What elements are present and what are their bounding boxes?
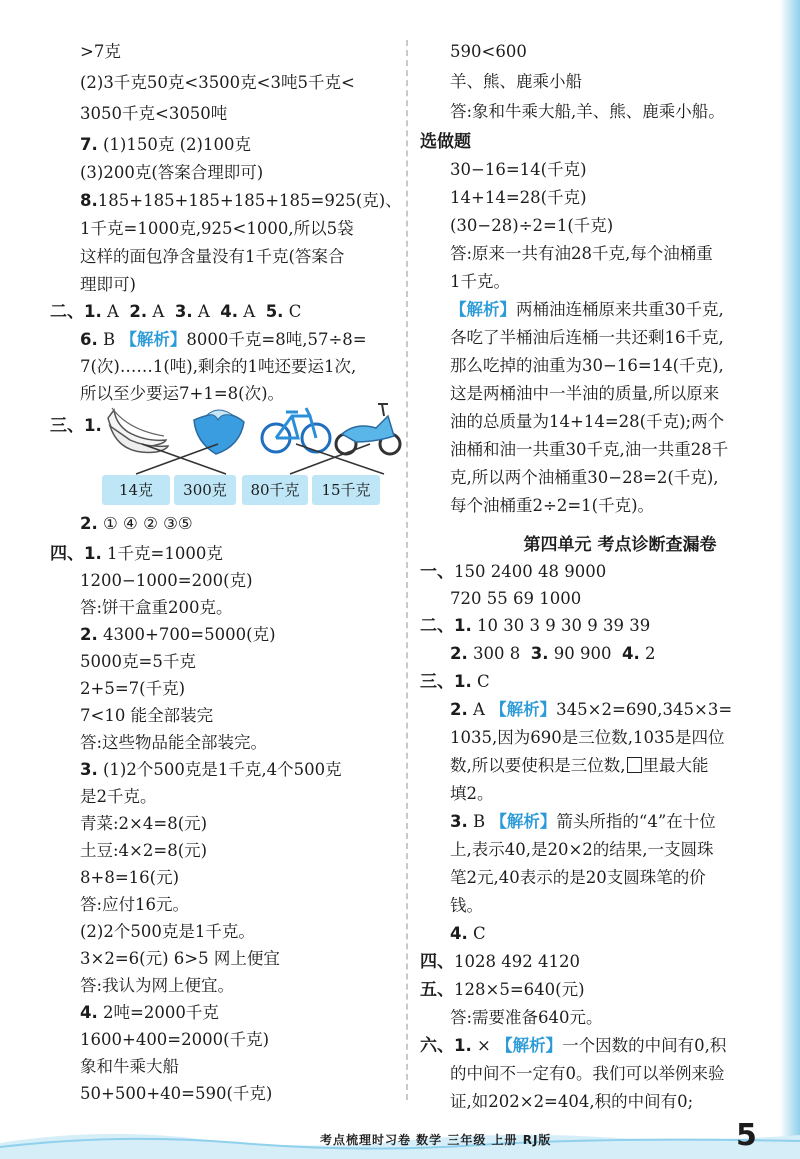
analysis-label: 【解析】 [496, 1036, 563, 1055]
answer-line: 青菜:2×4=8(元) [80, 814, 208, 833]
s3-q2-answer: 2. ① ④ ② ③⑤ [80, 514, 193, 533]
answer-line: (2)3千克50克<3500克<3吨5千克< [80, 73, 355, 92]
s4-q2-answer: 2. 4300+700=5000(克) [80, 625, 276, 644]
answer-line: 7<10 能全部装完 [80, 706, 214, 725]
answer-line: 30−16=14(千克) [450, 160, 587, 179]
answer-line: 7(次)……1(吨),剩余的1吨还要运1次, [80, 357, 357, 376]
answer-line: 克,所以两个油桶重30−28=2(千克), [450, 468, 719, 487]
answer-line: 所以至少要运7+1=8(次)。 [80, 384, 285, 403]
u6-q1-answer: 六、1. × 【解析】一个因数的中间有0,积 [420, 1036, 727, 1056]
answer-line: 每个油桶重2÷2=1(千克)。 [450, 496, 655, 515]
analysis-label: 【解析】 [490, 812, 557, 831]
answer-line: 3050千克<3050吨 [80, 104, 228, 123]
answer-line: 2+5=7(千克) [80, 679, 186, 698]
answer-line: >7克 [80, 42, 121, 61]
answer-line: 土豆:4×2=8(元) [80, 841, 208, 860]
answer-line: 笔2元,40表示的是20支圆珠笔的价 [450, 868, 706, 887]
answer-line: 答:我认为网上便宜。 [80, 976, 235, 995]
answer-line: 油的总质量为14+14=28(千克);两个 [450, 412, 725, 431]
answer-line: 油桶和油一共重30千克,油一共重28千 [450, 440, 729, 459]
answer-line: 那么吃掉的油重为30−16=14(千克), [450, 356, 724, 375]
weight-card: 14克 [102, 475, 170, 505]
answer-line: 1200−1000=200(克) [80, 571, 253, 590]
answer-line: 答:应付16元。 [80, 895, 190, 914]
answer-line: 720 55 69 1000 [450, 589, 582, 608]
answer-line: 1千克=1000克,925<1000,所以5袋 [80, 219, 354, 238]
s4-q4-answer: 4. 2吨=2000千克 [80, 1003, 219, 1022]
answer-line: (3)200克(答案合理即可) [80, 163, 264, 182]
answer-line: 各吃了半桶油后连桶一共还剩16千克, [450, 328, 724, 347]
answer-line: 证,如202×2=404,积的中间有0; [450, 1092, 694, 1111]
q7-answer: 7. (1)150克 (2)100克 [80, 135, 251, 154]
q6-answer: 6. B 【解析】8000千克=8吨,57÷8= [80, 330, 367, 349]
answer-line: 羊、熊、鹿乘小船 [450, 72, 582, 91]
u2-q1-answer: 二、1. 10 30 3 9 30 9 39 39 [420, 616, 651, 636]
answer-line: 的中间不一定有0。我们可以举例来验 [450, 1064, 725, 1083]
u4-answers: 四、1028 492 4120 [420, 952, 580, 972]
u1-answers: 一、150 2400 48 9000 [420, 562, 607, 582]
answer-line: 答:饼干盒重200克。 [80, 598, 233, 617]
matching-lines [106, 442, 406, 478]
q8-answer: 8.185+185+185+185+185=925(克)、 [80, 191, 402, 210]
u3-q4-answer: 4. C [450, 924, 486, 943]
answer-line: 答:原来一共有油28千克,每个油桶重 [450, 244, 713, 263]
u3-q3-answer: 3. B 【解析】箭头所指的“4”在十位 [450, 812, 716, 831]
column-divider [406, 40, 408, 1100]
answer-line: 数,所以要使积是三位数, 里最大能 [450, 756, 709, 775]
page-edge-decoration [780, 0, 800, 1159]
answer-line: 1600+400=2000(千克) [80, 1030, 270, 1049]
s4-q1-answer: 四、1. 1千克=1000克 [50, 544, 223, 564]
footer-text: 考点梳理时习卷 数学 三年级 上册 RJ版 [320, 1133, 552, 1147]
analysis-line: 【解析】两桶油连桶原来共重30千克, [450, 300, 724, 319]
section-3-label: 三、1. [50, 416, 102, 436]
matching-exercise [40, 400, 380, 510]
answer-line: 象和牛乘大船 [80, 1057, 179, 1076]
weight-card: 80千克 [242, 475, 308, 505]
analysis-label: 【解析】 [490, 700, 557, 719]
u3-q2-answer: 2. A 【解析】345×2=690,345×3= [450, 700, 733, 719]
answer-line: 答:这些物品能全部装完。 [80, 733, 268, 752]
answer-line: 上,表示40,是20×2的结果,一支圆珠 [450, 840, 714, 859]
analysis-label: 【解析】 [120, 330, 187, 349]
s4-q3-answer: 3. (1)2个500克是1千克,4个500克 [80, 760, 342, 779]
answer-line: 1千克。 [450, 272, 510, 291]
answer-line: 14+14=28(千克) [450, 188, 587, 207]
u5-answer: 五、128×5=640(元) [420, 980, 585, 1000]
answer-line: 3×2=6(元) 6>5 网上便宜 [80, 949, 280, 968]
optional-questions-heading: 选做题 [420, 132, 471, 152]
unit-title: 第四单元 考点诊断查漏卷 [523, 535, 717, 555]
blank-box-icon [627, 757, 642, 773]
analysis-label: 【解析】 [450, 300, 516, 319]
u2-answers: 2. 300 8 3. 90 900 4. 2 [450, 644, 656, 663]
answer-line: (30−28)÷2=1(千克) [450, 216, 614, 235]
weight-card: 15千克 [312, 475, 380, 505]
answer-line: 答:象和牛乘大船,羊、熊、鹿乘小船。 [450, 102, 725, 121]
answer-line: 这样的面包净含量没有1千克(答案合 [80, 247, 345, 266]
answer-line: 50+500+40=590(千克) [80, 1084, 273, 1103]
u3-q1-answer: 三、1. C [420, 672, 490, 692]
answer-line: 1035,因为690是三位数,1035是四位 [450, 728, 725, 747]
answer-line: 答:需要准备640元。 [450, 1008, 603, 1027]
answer-line: 是2千克。 [80, 787, 157, 806]
weight-card: 300克 [174, 475, 236, 505]
page-number: 5 [736, 1118, 757, 1153]
answer-line: 这是两桶油中一半油的质量,所以原来 [450, 384, 720, 403]
section-2-answers: 二、1. A 2. A 3. A 4. A 5. C [50, 302, 302, 322]
answer-line: 5000克=5千克 [80, 652, 196, 671]
answer-line: 理即可) [80, 275, 136, 294]
answer-line: 钱。 [450, 896, 483, 915]
answer-line: 8+8=16(元) [80, 868, 180, 887]
answer-line: 填2。 [450, 784, 494, 803]
answer-line: 590<600 [450, 42, 527, 61]
answer-line: (2)2个500克是1千克。 [80, 922, 255, 941]
